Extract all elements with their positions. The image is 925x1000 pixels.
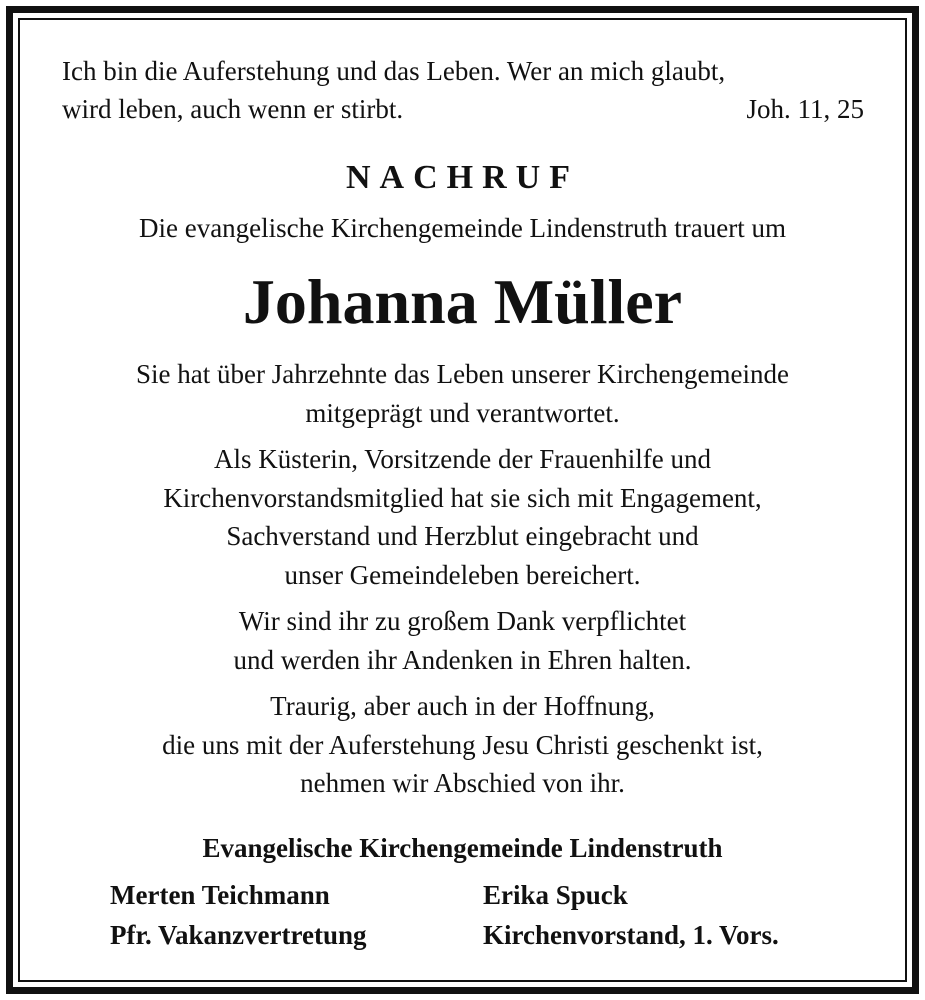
tribute-line: mitgeprägt und verantwortet. xyxy=(305,397,620,428)
tribute-line: unser Gemeindeleben bereichert. xyxy=(284,559,641,590)
signer-2 xyxy=(483,875,779,955)
signer-role: Pfr. Vakanzvertretung xyxy=(110,920,367,950)
tribute-line: Sachverstand und Herzblut eingebracht und xyxy=(226,521,699,551)
tribute-line: und werden ihr Andenken in Ehren halten. xyxy=(233,644,692,675)
tribute-paragraph-1 xyxy=(20,355,905,432)
bible-verse xyxy=(62,52,864,128)
notice-heading: NACHRUF xyxy=(346,159,579,196)
verse-line-2: wird leben, auch wenn er stirbt. xyxy=(62,94,404,124)
verse-line-2-row xyxy=(62,90,864,128)
tribute-line: die uns mit der Auferstehung Jesu Christi geschenkt ist, xyxy=(162,729,763,760)
verse-reference: Joh. 11, 25 xyxy=(746,94,864,124)
tribute-paragraph-2 xyxy=(20,440,905,594)
obituary-notice xyxy=(20,20,905,980)
tribute-line: Wir sind ihr zu großem Dank verpflichtet xyxy=(238,606,687,636)
verse-line-1: Ich bin die Auferstehung und das Leben. Wer an mich glaubt, xyxy=(62,56,726,86)
tribute-paragraph-3 xyxy=(20,602,905,679)
tribute-text xyxy=(20,355,905,811)
signer-role: Kirchenvorstand, 1. Vors. xyxy=(483,920,779,950)
tribute-line: Traurig, aber auch in der Hoffnung, xyxy=(270,691,655,721)
organization-name: Evangelische Kirchengemeinde Lindenstruth xyxy=(202,833,723,863)
tribute-line: Kirchenvorstandsmitglied hat sie sich mit Engagement, xyxy=(163,482,762,513)
deceased-name: Johanna Müller xyxy=(242,266,683,337)
intro-line: Die evangelische Kirchengemeinde Lindenstruth trauert um xyxy=(138,213,786,243)
tribute-line: nehmen wir Abschied von ihr. xyxy=(300,768,625,798)
tribute-line: Sie hat über Jahrzehnte das Leben unserer Kirchengemeinde xyxy=(136,359,789,389)
tribute-paragraph-4 xyxy=(20,687,905,803)
signer-name: Erika Spuck xyxy=(483,880,628,910)
tribute-line: Als Küsterin, Vorsitzende der Frauenhilfe und xyxy=(214,444,711,474)
signer-1 xyxy=(110,875,367,955)
signer-name: Merten Teichmann xyxy=(110,880,330,910)
